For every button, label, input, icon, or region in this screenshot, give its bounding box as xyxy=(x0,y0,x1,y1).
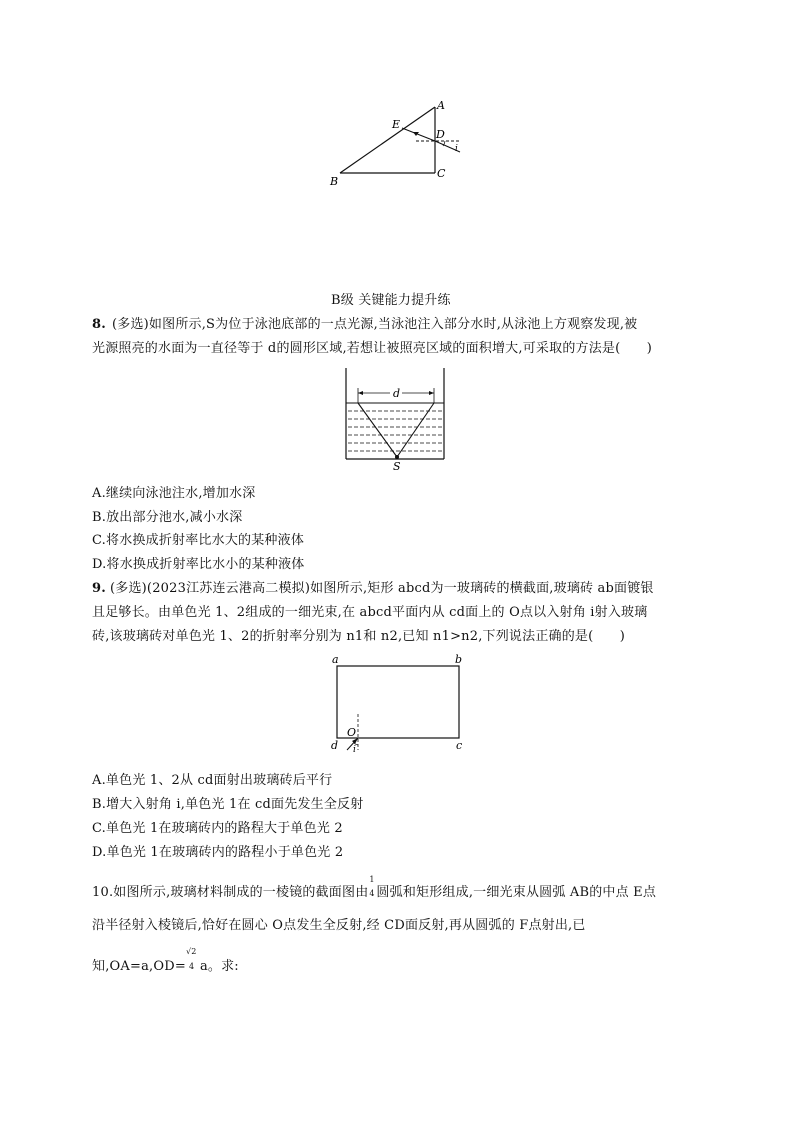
q9-option-d: D.单色光 1在玻璃砖内的路程小于单色光 2 xyxy=(92,845,344,860)
q8-stem-line2: 光源照亮的水面为一直径等于 d的圆形区域,若想让被照亮区域的面积增大,可采取的方法是( ) xyxy=(92,341,653,356)
q8-option-c: C.将水换成折射率比水大的某种液体 xyxy=(92,533,305,548)
q10-line3-a: 知,OA=a,OD= xyxy=(92,959,186,974)
arrowhead xyxy=(429,391,434,395)
q9-number: 9. xyxy=(92,581,106,596)
q9-stem-line2: 且足够长。由单色光 1、2组成的一细光束,在 abcd平面内从 cd面上的 O点以入射角 i射入玻璃 xyxy=(92,605,648,620)
label-a: a xyxy=(332,653,339,666)
label-i: i xyxy=(455,144,458,154)
label-d: d xyxy=(393,387,401,400)
fraction-quarter xyxy=(368,875,376,901)
q8-number: 8. xyxy=(92,317,106,332)
light-source-dot xyxy=(395,455,399,459)
arrowhead xyxy=(358,391,363,395)
q8-text-line1 xyxy=(92,317,637,333)
label-c: c xyxy=(456,739,463,752)
q10-line1-b: 圆弧和矩形组成,一细光束从圆弧 AB的中点 E点 xyxy=(376,885,657,900)
q9-option-b: B.增大入射角 i,单色光 1在 cd面先发生全反射 xyxy=(92,797,364,812)
sqrt-numerator: √2 xyxy=(185,947,197,956)
q10-stem-line1 xyxy=(92,875,657,901)
label-e: E xyxy=(392,118,401,131)
refracted-ray xyxy=(402,128,435,141)
label-b: b xyxy=(455,653,463,666)
fraction-denominator: 4 xyxy=(188,962,195,971)
label-o: O xyxy=(347,726,357,739)
label-a: A xyxy=(437,99,445,112)
glass-brick-figure xyxy=(325,652,470,752)
fraction-sqrt2-over-4 xyxy=(185,947,200,975)
edge-ab xyxy=(340,107,435,173)
q9-option-a: A.单色光 1、2从 cd面射出玻璃砖后平行 xyxy=(92,773,333,788)
label-s: S xyxy=(393,460,401,473)
fraction-denominator: 4 xyxy=(369,889,375,898)
q9-text-line1 xyxy=(92,581,654,597)
q8-option-a: A.继续向泳池注水,增加水深 xyxy=(92,486,256,501)
q10-line1-a: 10.如图所示,玻璃材料制成的一棱镜的截面图由 xyxy=(92,885,369,900)
q8-option-b: B.放出部分池水,减小水深 xyxy=(92,510,243,525)
label-b: B xyxy=(330,175,339,188)
q10-line3-b: a。求: xyxy=(199,959,239,974)
q9-stem-line3: 砖,该玻璃砖对单色光 1、2的折射率分别为 n1和 n2,已知 n1>n2,下列说法正确的是( ) xyxy=(92,629,626,644)
label-d: d xyxy=(331,739,339,752)
triangle-figure xyxy=(320,95,470,195)
q10-stem-line3 xyxy=(92,947,239,975)
q9-stem-line1: (多选)(2023江苏连云港高二模拟)如图所示,矩形 abcd为一玻璃砖的横截面,玻璃砖 ab面镀银 xyxy=(109,581,654,596)
label-c: C xyxy=(437,167,446,180)
label-d: D xyxy=(436,128,445,141)
q10-stem-line2: 沿半径射入棱镜后,恰好在圆心 O点发生全反射,经 CD面反射,再从圆弧的 F点射出,已 xyxy=(92,918,586,933)
pool-figure xyxy=(340,368,450,473)
q8-stem-line1: (多选)如图所示,S为位于泳池底部的一点光源,当泳池注入部分水时,从泳池上方观察发现,被 xyxy=(111,317,638,332)
label-i: i xyxy=(353,745,356,752)
fraction-numerator: 1 xyxy=(369,875,375,884)
q8-option-d: D.将水换成折射率比水小的某种液体 xyxy=(92,557,305,572)
section-title: B级 关键能力提升练 xyxy=(331,293,451,308)
q9-option-c: C.单色光 1在玻璃砖内的路程大于单色光 2 xyxy=(92,821,343,836)
